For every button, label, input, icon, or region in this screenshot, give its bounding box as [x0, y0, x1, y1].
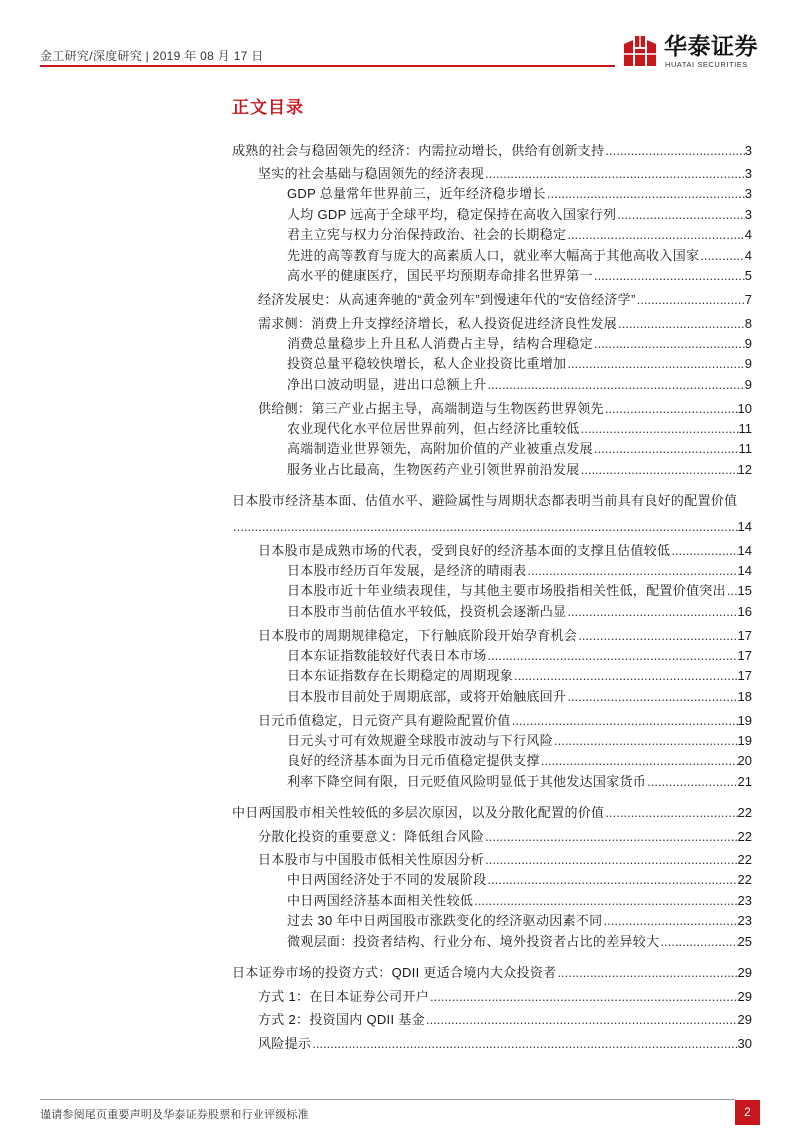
toc-entry-title: 日本股市近十年业绩表现佳，与其他主要市场股指相关性低，配置价值突出 — [287, 583, 726, 598]
toc-entry-page: 17 — [737, 647, 752, 663]
toc-leader-dots — [726, 581, 738, 602]
toc-entry[interactable] — [232, 772, 752, 793]
toc-leader-dots — [484, 849, 737, 870]
toc-entry-title: 日元币值稳定，日元资产具有避险配置价值 — [258, 712, 511, 728]
toc-entry-title: 消费总量稳步上升且私人消费占主导，结构合理稳定 — [287, 335, 593, 351]
toc-entry-page: 22 — [737, 872, 752, 887]
toc-entry-page: 5 — [744, 268, 752, 283]
toc-entry-page: 10 — [737, 400, 752, 416]
toc-leader-dots — [513, 666, 737, 687]
toc-entry[interactable] — [232, 802, 752, 823]
toc-entry[interactable] — [232, 602, 752, 623]
toc-entry-title: 风险提示 — [258, 1035, 312, 1051]
toc-leader-dots — [580, 460, 738, 481]
toc-entry[interactable] — [232, 490, 752, 537]
toc-leader-dots — [429, 986, 737, 1007]
logo-name-cn: 华泰证券 — [664, 33, 758, 59]
toc-entry-page: 11 — [738, 420, 752, 436]
toc-entry[interactable] — [232, 666, 752, 687]
toc-leader-dots — [602, 911, 737, 932]
toc-leader-dots — [593, 439, 739, 460]
toc-leader-dots — [311, 1033, 737, 1054]
toc-entry-title: 日本东证指数能较好代表日本市场 — [287, 647, 487, 663]
toc-entry-page: 22 — [737, 805, 752, 820]
toc-entry-page: 29 — [737, 988, 752, 1004]
toc-entry[interactable] — [232, 140, 752, 161]
toc-entry-title: 供给侧：第三产业占据主导，高端制造与生物医药世界领先 — [258, 400, 604, 416]
toc-entry[interactable] — [232, 540, 752, 561]
toc-entry[interactable] — [232, 962, 752, 983]
toc-entry[interactable] — [232, 710, 752, 731]
toc-entry-page: 17 — [737, 627, 752, 643]
toc-leader-dots — [556, 962, 737, 983]
toc-leader-dots — [616, 205, 745, 226]
toc-entry-page: 19 — [737, 732, 752, 748]
toc-entry[interactable] — [232, 313, 752, 334]
toc-entry[interactable] — [232, 1009, 752, 1030]
toc-entry[interactable] — [232, 354, 752, 375]
page-number-badge: 2 — [735, 1100, 760, 1125]
toc-entry-page: 3 — [744, 206, 752, 222]
toc-entry-title: 日本股市当前估值水平较低，投资机会逐渐凸显 — [287, 603, 567, 619]
toc-entry-title: 日本股市是成熟市场的代表，受到良好的经济基本面的支撑且估值较低 — [258, 542, 671, 558]
footer-disclaimer: 谨请参阅尾页重要声明及华泰证券股票和行业评级标准 — [40, 1109, 309, 1121]
toc-entry-title: 良好的经济基本面为日元币值稳定提供支撑 — [287, 753, 540, 768]
toc-leader-dots — [487, 375, 745, 396]
toc-leader-dots — [526, 561, 737, 582]
toc-entry-title: 经济发展史：从高速奔驰的“黄金列车”到慢速年代的“安倍经济学” — [258, 292, 636, 307]
toc-entry[interactable] — [232, 334, 752, 355]
toc-entry-title: 人均 GDP 远高于全球平均，稳定保持在高收入国家行列 — [287, 206, 617, 222]
toc-entry[interactable] — [232, 419, 752, 440]
toc-entry-title: 中日两国经济基本面相关性较低 — [287, 892, 474, 908]
toc-entry-title: 方式 2：投资国内 QDII 基金 — [258, 1012, 425, 1027]
toc-leader-dots — [604, 802, 737, 823]
toc-entry-title: GDP 总量常年世界前三，近年经济稳步增长 — [287, 186, 546, 201]
toc-entry-page: 9 — [744, 335, 752, 351]
toc-entry[interactable] — [232, 986, 752, 1007]
toc-leader-dots — [604, 398, 738, 419]
toc-entry[interactable] — [232, 246, 752, 267]
page-title: 正文目录 — [232, 98, 304, 117]
huatai-logo — [622, 33, 762, 73]
toc-entry-page: 11 — [738, 441, 752, 456]
toc-entry-title: 服务业占比最高，生物医药产业引领世界前沿发展 — [287, 461, 580, 477]
toc-entry-page: 4 — [744, 227, 752, 242]
toc-entry-title: 日本股市的周期规律稳定，下行触底阶段开始孕育机会 — [258, 627, 578, 643]
toc-entry[interactable] — [232, 646, 752, 667]
toc-entry[interactable] — [232, 439, 752, 460]
toc-entry[interactable] — [232, 731, 752, 752]
toc-leader-dots — [566, 354, 744, 375]
toc-entry[interactable] — [232, 687, 752, 708]
toc-entry-title: 日本证券市场的投资方式：QDII 更适合境内大众投资者 — [232, 965, 557, 980]
toc-entry[interactable] — [232, 289, 752, 310]
toc-leader-dots — [487, 870, 738, 891]
toc-entry[interactable] — [232, 751, 752, 772]
toc-entry[interactable] — [232, 849, 752, 870]
toc-leader-dots — [566, 602, 737, 623]
toc-entry-page: 25 — [737, 933, 752, 949]
toc-entry-page: 3 — [744, 166, 752, 181]
toc-leader-dots — [487, 646, 738, 667]
toc-entry-title: 过去 30 年中日两国股市涨跌变化的经济驱动因素不同 — [287, 913, 603, 928]
toc-entry-page: 14 — [737, 562, 752, 578]
toc-entry-page: 23 — [737, 913, 752, 928]
toc-entry-page: 16 — [737, 603, 752, 619]
toc-entry[interactable] — [232, 581, 752, 602]
toc-entry-page: 15 — [737, 583, 752, 598]
toc-entry-title: 需求侧：消费上升支撑经济增长，私人投资促进经济良性发展 — [258, 315, 618, 331]
toc-leader-dots — [604, 140, 744, 161]
toc-entry[interactable] — [232, 205, 752, 226]
toc-leader-dots — [646, 772, 737, 793]
report-header-text: 金工研究/深度研究 | 2019 年 08 月 17 日 — [40, 49, 264, 63]
toc-leader-dots — [553, 731, 738, 752]
toc-leader-dots — [593, 266, 745, 287]
toc-leader-dots — [473, 891, 737, 912]
toc-entry-page: 9 — [744, 376, 752, 392]
toc-leader-dots — [670, 540, 737, 561]
toc-leader-dots — [566, 687, 737, 708]
toc-entry-title: 日本东证指数存在长期稳定的周期现象 — [287, 668, 514, 683]
toc-leader-dots — [617, 313, 745, 334]
toc-entry-page: 3 — [744, 142, 752, 158]
toc-entry-title: 坚实的社会基础与稳固领先的经济表现 — [258, 166, 485, 181]
toc-entry-page: 19 — [737, 712, 752, 728]
toc-entry[interactable] — [232, 375, 752, 396]
toc-entry-page: 8 — [744, 315, 752, 331]
toc-entry-page: 14 — [737, 542, 752, 558]
toc-entry-title: 日本股市目前处于周期底部，或将开始触底回升 — [287, 688, 567, 704]
toc-leader-dots — [659, 932, 737, 953]
toc-entry-page: 17 — [737, 668, 752, 683]
toc-entry-page: 30 — [737, 1035, 752, 1051]
toc-entry-title: 日本股市与中国股市低相关性原因分析 — [258, 852, 485, 867]
toc-leader-dots — [593, 334, 745, 355]
logo-name-en: HUATAI SECURITIES — [665, 60, 748, 69]
header-divider — [40, 65, 615, 67]
toc-leader-dots — [566, 225, 744, 246]
toc-entry-title: 日本股市经历百年发展，是经济的晴雨表 — [287, 562, 527, 578]
table-of-contents — [232, 140, 752, 1054]
toc-entry-title: 日元头寸可有效规避全球股市波动与下行风险 — [287, 732, 554, 748]
toc-entry[interactable] — [232, 911, 752, 932]
toc-entry-title: 中日两国股市相关性较低的多层次原因，以及分散化配置的价值 — [232, 805, 605, 820]
toc-entry[interactable] — [232, 870, 752, 891]
toc-entry-title: 微观层面：投资者结构、行业分布、境外投资者占比的差异较大 — [287, 933, 660, 949]
toc-leader-dots — [636, 289, 745, 310]
toc-entry-title: 成熟的社会与稳固领先的经济：内需拉动增长，供给有创新支持 — [232, 142, 605, 158]
toc-entry-title: 投资总量平稳较快增长，私人企业投资比重增加 — [287, 356, 567, 371]
toc-entry-title: 净出口波动明显，进出口总额上升 — [287, 376, 487, 392]
toc-entry-title: 方式 1：在日本证券公司开户 — [258, 988, 430, 1004]
toc-leader-dots — [546, 184, 745, 205]
toc-entry-page: 14 — [737, 519, 752, 534]
toc-entry-title: 君主立宪与权力分治保持政治、社会的长期稳定 — [287, 227, 567, 242]
toc-entry[interactable] — [232, 932, 752, 953]
toc-entry-page: 18 — [737, 688, 752, 704]
toc-leader-dots — [232, 516, 738, 537]
toc-leader-dots — [484, 163, 745, 184]
toc-entry[interactable] — [232, 625, 752, 646]
footer-divider — [40, 1099, 735, 1100]
toc-entry-page: 7 — [744, 292, 752, 307]
toc-entry-page: 21 — [737, 773, 752, 789]
toc-entry-page: 12 — [737, 461, 752, 477]
toc-entry-title: 农业现代化水平位居世界前列，但占经济比重较低 — [287, 420, 580, 436]
toc-entry[interactable] — [232, 163, 752, 184]
toc-leader-dots — [540, 751, 738, 772]
toc-leader-dots — [484, 826, 737, 847]
toc-entry[interactable] — [232, 891, 752, 912]
toc-entry-title: 高端制造业世界领先，高附加价值的产业被重点发展 — [287, 441, 593, 456]
toc-entry-title: 利率下降空间有限，日元贬值风险明显低于其他发达国家货币 — [287, 773, 647, 789]
toc-entry[interactable] — [232, 826, 752, 847]
toc-leader-dots — [425, 1009, 738, 1030]
toc-leader-dots — [577, 625, 737, 646]
toc-entry-title: 高水平的健康医疗，国民平均预期寿命排名世界第一 — [287, 268, 593, 283]
toc-entry[interactable] — [232, 266, 752, 287]
toc-leader-dots — [580, 419, 739, 440]
huatai-logo-icon — [622, 34, 658, 68]
toc-entry[interactable] — [232, 1033, 752, 1054]
toc-entry-page: 29 — [737, 1012, 752, 1027]
toc-entry-title: 分散化投资的重要意义：降低组合风险 — [258, 828, 485, 844]
toc-entry-title: 中日两国经济处于不同的发展阶段 — [287, 872, 487, 887]
toc-entry[interactable] — [232, 398, 752, 419]
toc-entry-title: 先进的高等教育与庞大的高素质人口，就业率大幅高于其他高收入国家 — [287, 247, 700, 263]
toc-entry-page: 4 — [744, 247, 752, 263]
toc-entry-page: 3 — [744, 186, 752, 201]
toc-entry[interactable] — [232, 184, 752, 205]
toc-entry-page: 20 — [737, 753, 752, 768]
toc-entry-title: 日本股市经济基本面、估值水平、避险属性与周期状态都表明当前具有良好的配置价值 — [232, 493, 738, 508]
toc-entry-page: 23 — [737, 892, 752, 908]
toc-leader-dots — [511, 710, 738, 731]
toc-entry[interactable] — [232, 561, 752, 582]
toc-entry-page: 29 — [737, 965, 752, 980]
toc-entry[interactable] — [232, 225, 752, 246]
toc-entry[interactable] — [232, 460, 752, 481]
toc-entry-page: 22 — [737, 852, 752, 867]
toc-entry-page: 22 — [737, 828, 752, 844]
toc-leader-dots — [699, 246, 744, 267]
toc-entry-page: 9 — [744, 356, 752, 371]
